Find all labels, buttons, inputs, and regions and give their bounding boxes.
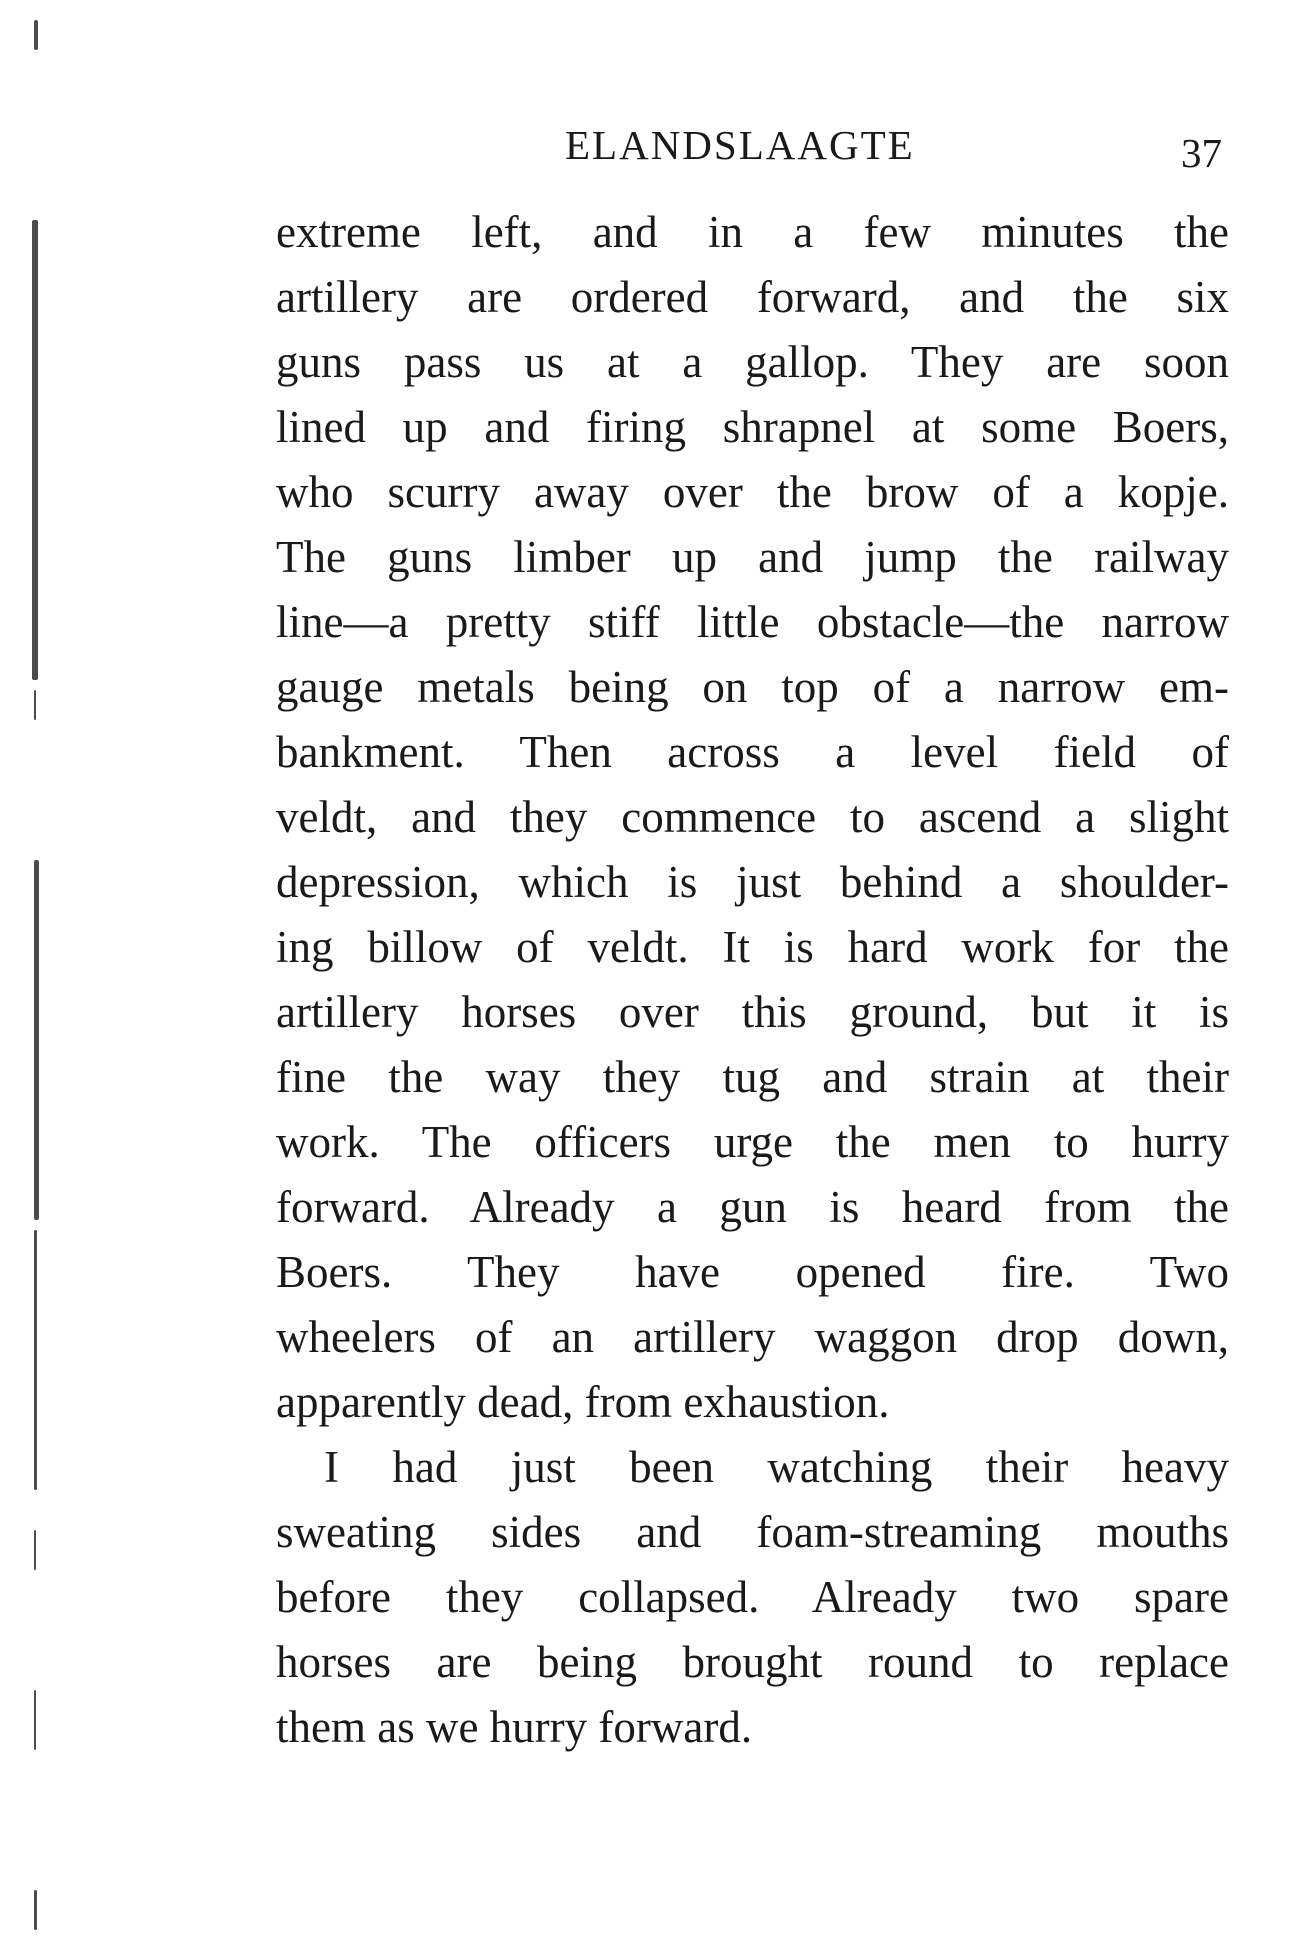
text-line: them as we hurry forward.	[276, 1702, 753, 1752]
text-line: work. The officers urge the men to hurry	[276, 1117, 1229, 1167]
text-line: sweating sides and foam-streaming mouths	[276, 1507, 1229, 1557]
scan-mark	[34, 20, 38, 50]
paragraph	[276, 1435, 1229, 1760]
text-line: wheelers of an artillery waggon drop down,	[276, 1312, 1229, 1362]
text-line: forward. Already a gun is heard from the	[276, 1182, 1229, 1232]
text-line: who scurry away over the brow of a kopje.	[276, 467, 1229, 517]
running-title: ELANDSLAAGTE	[565, 122, 915, 168]
text-line: line—a pretty stiff little obstacle—the narrow	[276, 597, 1229, 647]
scan-mark	[34, 1890, 37, 1930]
running-head	[278, 120, 1228, 180]
text-line: depression, which is just behind a shoulder-	[276, 857, 1229, 907]
scan-mark	[32, 220, 38, 680]
text-line: guns pass us at a gallop. They are soon	[276, 337, 1229, 387]
scan-mark	[34, 860, 39, 1220]
text-line: lined up and firing shrapnel at some Boers,	[276, 402, 1229, 452]
text-line: bankment. Then across a level field of	[276, 727, 1229, 777]
scan-mark	[34, 1530, 36, 1570]
paragraph	[276, 200, 1229, 1435]
text-line: ing billow of veldt. It is hard work for the	[276, 922, 1229, 972]
scan-mark	[34, 1690, 36, 1750]
scan-mark	[34, 690, 36, 720]
text-line: I had just been watching their heavy	[324, 1442, 1229, 1492]
text-line: fine the way they tug and strain at their	[276, 1052, 1229, 1102]
text-line: artillery horses over this ground, but it is	[276, 987, 1229, 1037]
text-line: extreme left, and in a few minutes the	[276, 207, 1229, 257]
page-number: 37	[1181, 130, 1222, 176]
text-line: horses are being brought round to replace	[276, 1637, 1229, 1687]
scan-mark	[34, 1230, 37, 1490]
body-text	[276, 200, 1229, 1760]
text-line: The guns limber up and jump the railway	[276, 532, 1229, 582]
text-line: artillery are ordered forward, and the six	[276, 272, 1229, 322]
text-line: gauge metals being on top of a narrow em-	[276, 662, 1229, 712]
text-line: apparently dead, from exhaustion.	[276, 1377, 890, 1427]
text-line: Boers. They have opened fire. Two	[276, 1247, 1229, 1297]
text-line: veldt, and they commence to ascend a slight	[276, 792, 1229, 842]
text-line: before they collapsed. Already two spare	[276, 1572, 1229, 1622]
binding-edge	[28, 0, 46, 1941]
